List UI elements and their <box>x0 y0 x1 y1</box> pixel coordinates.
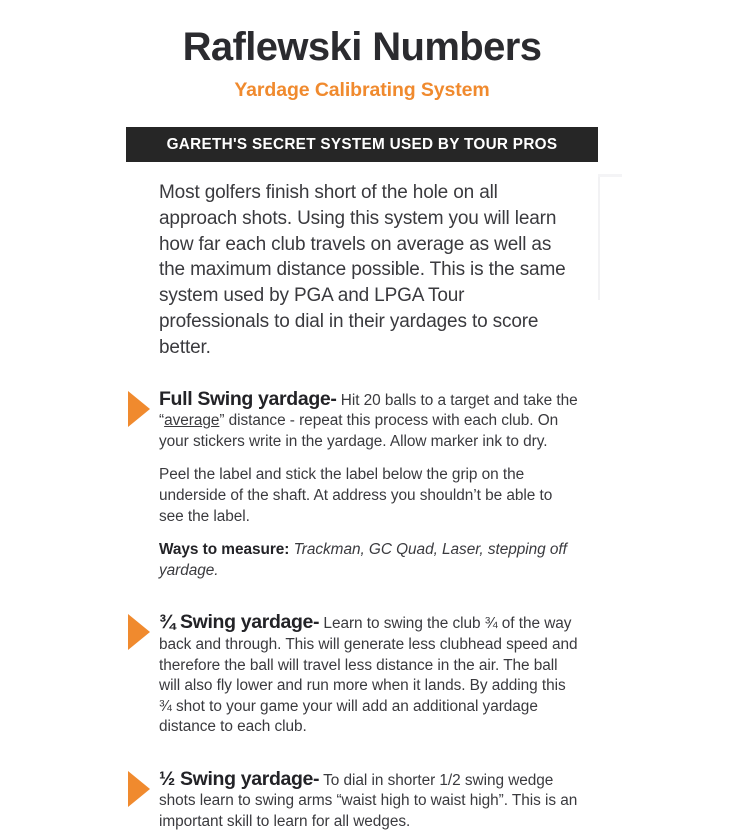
full-swing-emphasis-average: average <box>164 412 220 430</box>
half-swing-text: To dial in shorter 1/2 swing wedge shots learn to swing arms “waist high to waist high”. This is an important skill to learn for all wedges. <box>159 771 578 831</box>
three-quarter-swing-heading: ¾ Swing yardage- <box>159 611 320 634</box>
full-swing-heading: Full Swing yardage- <box>159 387 337 410</box>
arrow-marker-icon <box>128 391 150 427</box>
intro-paragraph: Most golfers finish short of the hole on all approach shots. Using this system you will learn how far each club travels on average as well as the maximum distance possible. This is the same system used by PGA and LPGA Tour professionals to dial in their yardages to score better. <box>159 182 566 358</box>
decorative-horizontal-rule <box>598 174 622 177</box>
full-swing-text-after-quote: ” distance - repeat this process with each club. On your stickers write in the yardage. Allow marker ink to dry. <box>159 412 559 450</box>
half-swing-paragraph <box>159 769 579 833</box>
headline-banner-text: GARETH'S SECRET SYSTEM USED BY TOUR PROS <box>166 135 558 153</box>
full-swing-paragraph <box>159 389 579 453</box>
page-title: Raflewski Numbers <box>182 25 542 69</box>
ways-to-measure-value: Trackman, GC Quad, Laser, stepping off yardage. <box>159 541 567 579</box>
headline-banner <box>126 127 598 162</box>
section-half-swing <box>159 769 579 833</box>
document-header <box>126 24 598 102</box>
section-three-quarter-swing <box>159 612 579 738</box>
ways-to-measure-label: Ways to measure: <box>159 541 290 559</box>
decorative-vertical-rule <box>598 176 600 300</box>
document-body <box>159 180 579 833</box>
section-full-swing <box>159 389 579 582</box>
page-subtitle: Yardage Calibrating System <box>234 79 490 101</box>
arrow-marker-icon <box>128 771 150 807</box>
ways-to-measure-line <box>159 540 579 581</box>
three-quarter-swing-paragraph <box>159 612 579 738</box>
arrow-marker-icon <box>128 614 150 650</box>
full-swing-text-before-quote: Hit 20 balls to a target and take the “ <box>159 391 578 430</box>
full-swing-label-instructions: Peel the label and stick the label below the grip on the underside of the shaft. At address you shouldn’t be able to see the label. <box>159 466 553 525</box>
three-quarter-swing-text: Learn to swing the club ¾ of the way back and through. This will generate less clubhead speed and therefore the ball will travel less distance in the air. The ball will also fly lower and run more when it lands. By adding this ¾ shot to your game your will add an additional yardage distance to each club. <box>159 615 578 736</box>
half-swing-heading: ½ Swing yardage- <box>159 767 320 790</box>
